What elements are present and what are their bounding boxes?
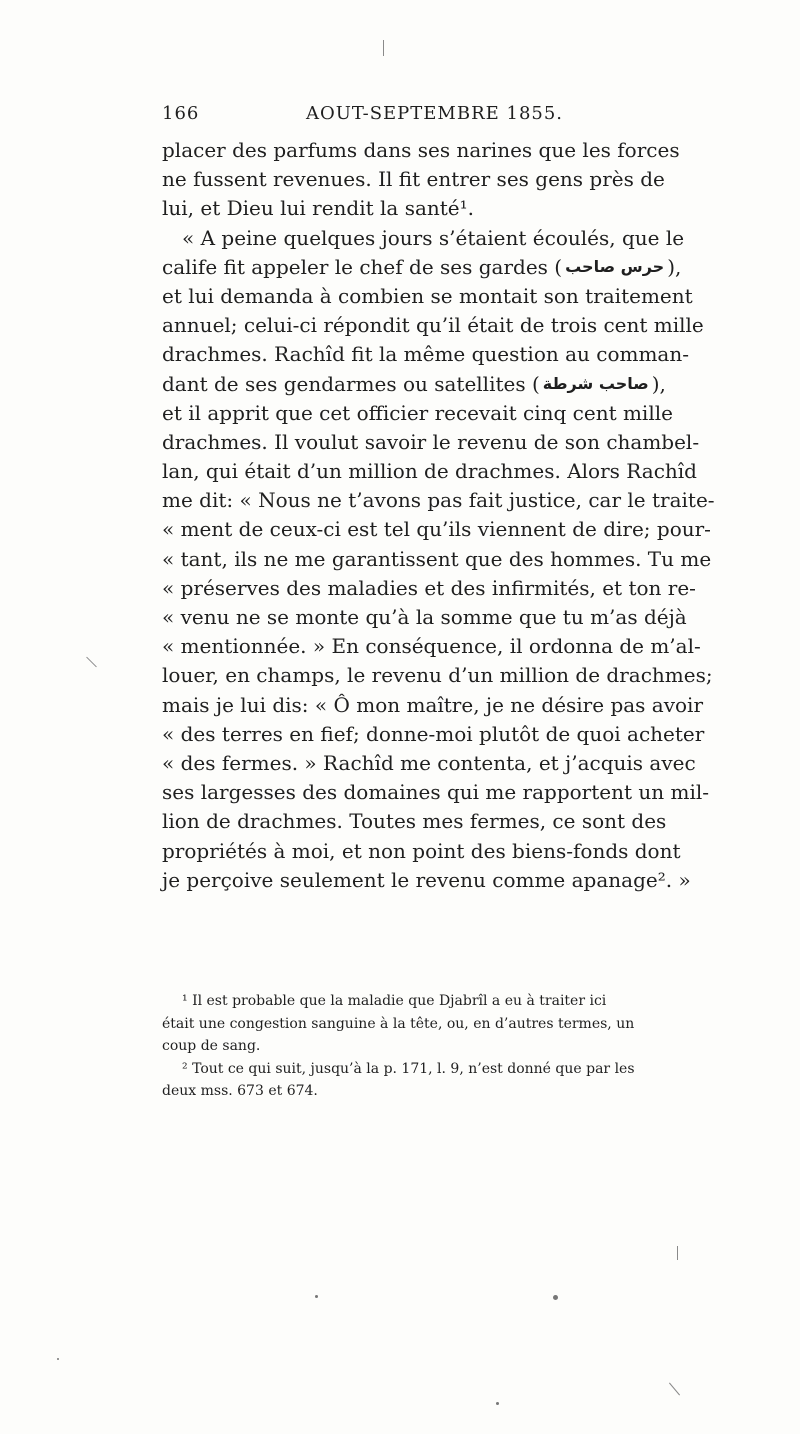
text-line: et il apprit que cet officier recevait cinq cent mille: [162, 400, 673, 425]
text-fragment: dant de ses gendarmes ou satellites (: [162, 371, 540, 396]
scan-speck: [496, 1402, 499, 1405]
page-number: 166: [162, 103, 200, 124]
text-fragment: ),: [667, 254, 682, 279]
text-line: « mentionnée. » En conséquence, il ordonna de m’al-: [162, 634, 701, 659]
text-line: lui, et Dieu lui rendit la santé¹.: [162, 196, 475, 221]
text-line: et lui demanda à combien se montait son traitement: [162, 283, 693, 308]
footnote-line: deux mss. 673 et 674.: [162, 1083, 318, 1099]
arabic-guards-term: حرس صاحب: [565, 257, 665, 277]
footnote-line: ¹ Il est probable que la maladie que Djabrîl a eu à traiter ici: [182, 993, 607, 1009]
footnotes: [162, 990, 642, 1103]
text-line: annuel; celui-ci répondit qu’il était de trois cent mille: [162, 313, 704, 338]
text-line: mais je lui dis: « Ô mon maître, je ne désire pas avoir: [162, 692, 704, 717]
text-fragment: calife fit appeler le chef de ses gardes (: [162, 254, 563, 279]
text-line: « tant, ils ne me garantissent que des hommes. Tu me: [162, 546, 712, 571]
text-line: « des fermes. » Rachîd me contenta, et j’acquis avec: [162, 750, 696, 775]
scan-speck: [57, 1358, 59, 1360]
arabic-gendarmes-term: صاحب شرطة: [542, 374, 649, 394]
text-line: lion de drachmes. Toutes mes fermes, ce sont des: [162, 809, 667, 834]
scan-mark: [86, 657, 97, 668]
text-line: propriétés à moi, et non point des biens-fonds dont: [162, 838, 681, 863]
scan-mark: [677, 1246, 678, 1260]
text-line: drachmes. Il voulut savoir le revenu de son chambel-: [162, 429, 700, 454]
text-fragment: ),: [651, 371, 666, 396]
text-line: me dit: « Nous ne t’avons pas fait justice, car le traite-: [162, 488, 715, 513]
running-title: AOUT-SEPTEMBRE 1855.: [306, 103, 564, 124]
text-line: ne fussent revenues. Il fit entrer ses gens près de: [162, 167, 665, 192]
text-line: « préserves des maladies et des infirmités, et ton re-: [162, 575, 696, 600]
text-line: ses largesses des domaines qui me rapportent un mil-: [162, 780, 710, 805]
footnote-line: était une congestion sanguine à la tête, ou, en d’autres termes, un: [162, 1015, 635, 1032]
text-line-with-arabic: [162, 253, 682, 282]
scan-mark: [669, 1383, 680, 1396]
footnote-line: coup de sang.: [162, 1038, 261, 1054]
scan-speck: [553, 1295, 558, 1300]
scan-speck: [315, 1295, 318, 1298]
text-line: « des terres en fief; donne-moi plutôt de quoi acheter: [162, 721, 705, 746]
text-line: placer des parfums dans ses narines que les forces: [162, 138, 680, 162]
text-line: « A peine quelques jours s’étaient écoulés, que le: [182, 225, 685, 250]
text-line: « ment de ceux-ci est tel qu’ils viennent de dire; pour-: [162, 517, 711, 542]
text-line: « venu ne se monte qu’à la somme que tu m’as déjà: [162, 605, 687, 629]
page-header: [162, 103, 640, 131]
footnote-line: ² Tout ce qui suit, jusqu’à la p. 171, l. 9, n’est donné que par les: [182, 1060, 635, 1077]
body-text: [162, 136, 715, 895]
text-line: louer, en champs, le revenu d’un million de drachmes;: [162, 663, 713, 688]
text-line: je perçoive seulement le revenu comme apanage². »: [162, 867, 691, 892]
text-line: lan, qui était d’un million de drachmes. Alors Rachîd: [162, 459, 697, 484]
text-line: drachmes. Rachîd fit la même question au comman-: [162, 342, 689, 367]
text-line-with-arabic: [162, 370, 666, 399]
scan-mark: [383, 40, 384, 56]
